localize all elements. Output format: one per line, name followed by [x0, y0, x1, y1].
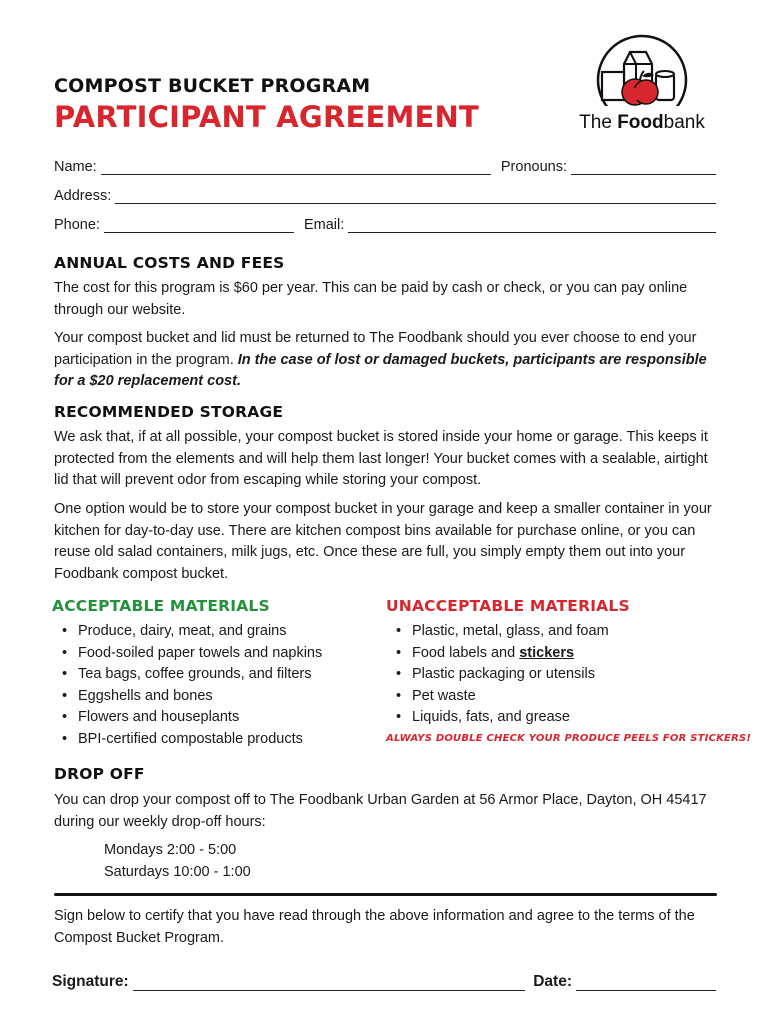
signature-row — [52, 973, 716, 991]
hours-monday: Mondays 2:00 - 5:00 — [104, 842, 237, 858]
stickers-emphasis: stickers — [519, 644, 575, 661]
email-field-line[interactable] — [348, 218, 716, 233]
date-label: Date: — [533, 973, 572, 990]
program-kicker: COMPOST BUCKET PROGRAM — [54, 75, 371, 97]
name-row — [54, 159, 716, 175]
list-item: • Produce, dairy, meat, and grains — [54, 621, 374, 643]
list-item: • Liquids, fats, and grease — [388, 707, 718, 729]
phone-label: Phone: — [54, 217, 100, 233]
unacceptable-heading: UNACCEPTABLE MATERIALS — [386, 597, 630, 615]
list-item: • Plastic packaging or utensils — [388, 664, 718, 686]
list-item: • Food-soiled paper towels and napkins — [54, 643, 374, 665]
name-label: Name: — [54, 159, 97, 175]
storage-paragraph-1: We ask that, if at all possible, your compost bucket is stored inside your home or garage. This keeps it protected from the elements and will help them last longer! Your bucket comes with a sealable, airtight lid that will prevent odor from escaping while storing your compost. — [54, 429, 708, 488]
phone-field-line[interactable] — [104, 218, 294, 233]
acceptable-list — [54, 621, 374, 750]
storage-heading: RECOMMENDED STORAGE — [54, 403, 284, 421]
list-item: • Food labels and stickers — [388, 643, 718, 665]
name-field-line[interactable] — [101, 160, 491, 175]
section-divider — [54, 893, 717, 896]
address-field-line[interactable] — [115, 189, 716, 204]
signature-field-line[interactable] — [133, 976, 526, 991]
costs-paragraph-1: The cost for this program is $60 per year. This can be paid by cash or check, or you can pay online through our website. — [54, 280, 688, 318]
costs-heading: ANNUAL COSTS AND FEES — [54, 254, 285, 272]
pronouns-label: Pronouns: — [500, 159, 567, 175]
dropoff-heading: DROP OFF — [54, 765, 145, 783]
hours-saturday: Saturdays 10:00 - 1:00 — [104, 863, 251, 880]
costs-paragraph-2: Your compost bucket and lid must be returned to The Foodbank should you ever choose to end your participation in the program. In the case of lost or damaged buckets, participants are responsible for a $20 replacement cost. — [54, 330, 707, 389]
address-label: Address: — [54, 188, 112, 204]
date-field-line[interactable] — [576, 976, 716, 991]
signature-label: Signature: — [52, 973, 129, 990]
list-item: • BPI-certified compostable products — [54, 729, 374, 751]
unacceptable-list — [388, 621, 718, 729]
email-label: Email: — [303, 217, 345, 233]
acceptable-heading: ACCEPTABLE MATERIALS — [52, 597, 270, 615]
list-item: • Plastic, metal, glass, and foam — [388, 621, 718, 643]
sticker-warning-note: ALWAYS DOUBLE CHECK YOUR PRODUCE PEELS FOR STICKERS! — [386, 733, 752, 744]
list-item: • Eggshells and bones — [54, 686, 374, 708]
replacement-cost-notice: In the case of lost or damaged buckets, participants are responsible for a $20 replacement cost. — [54, 351, 707, 389]
dropoff-hours — [104, 840, 251, 883]
certify-paragraph: Sign below to certify that you have read through the above information and agree to the terms of the Compost Bucket Program. — [54, 908, 695, 946]
storage-paragraph-2: One option would be to store your compost bucket in your garage and keep a smaller container in your kitchen for day-to-day use. There are kitchen compost bins available for purchase online, or you can reuse old salad containers, milk jugs, etc. Once these are full, you simply empty them out into your Foodbank compost bucket. — [54, 501, 712, 582]
address-row — [54, 188, 716, 204]
list-item: • Tea bags, coffee grounds, and filters — [54, 664, 374, 686]
logo-wordmark: The Foodbank — [579, 112, 705, 133]
dropoff-paragraph: You can drop your compost off to The Foodbank Urban Garden at 56 Armor Place, Dayton, OH 45417 during our weekly drop-off hours: — [54, 792, 707, 830]
page-title: PARTICIPANT AGREEMENT — [54, 100, 480, 134]
pronouns-field-line[interactable] — [571, 160, 716, 175]
contact-row — [54, 217, 716, 233]
list-item: • Flowers and houseplants — [54, 707, 374, 729]
list-item: • Pet waste — [388, 686, 718, 708]
